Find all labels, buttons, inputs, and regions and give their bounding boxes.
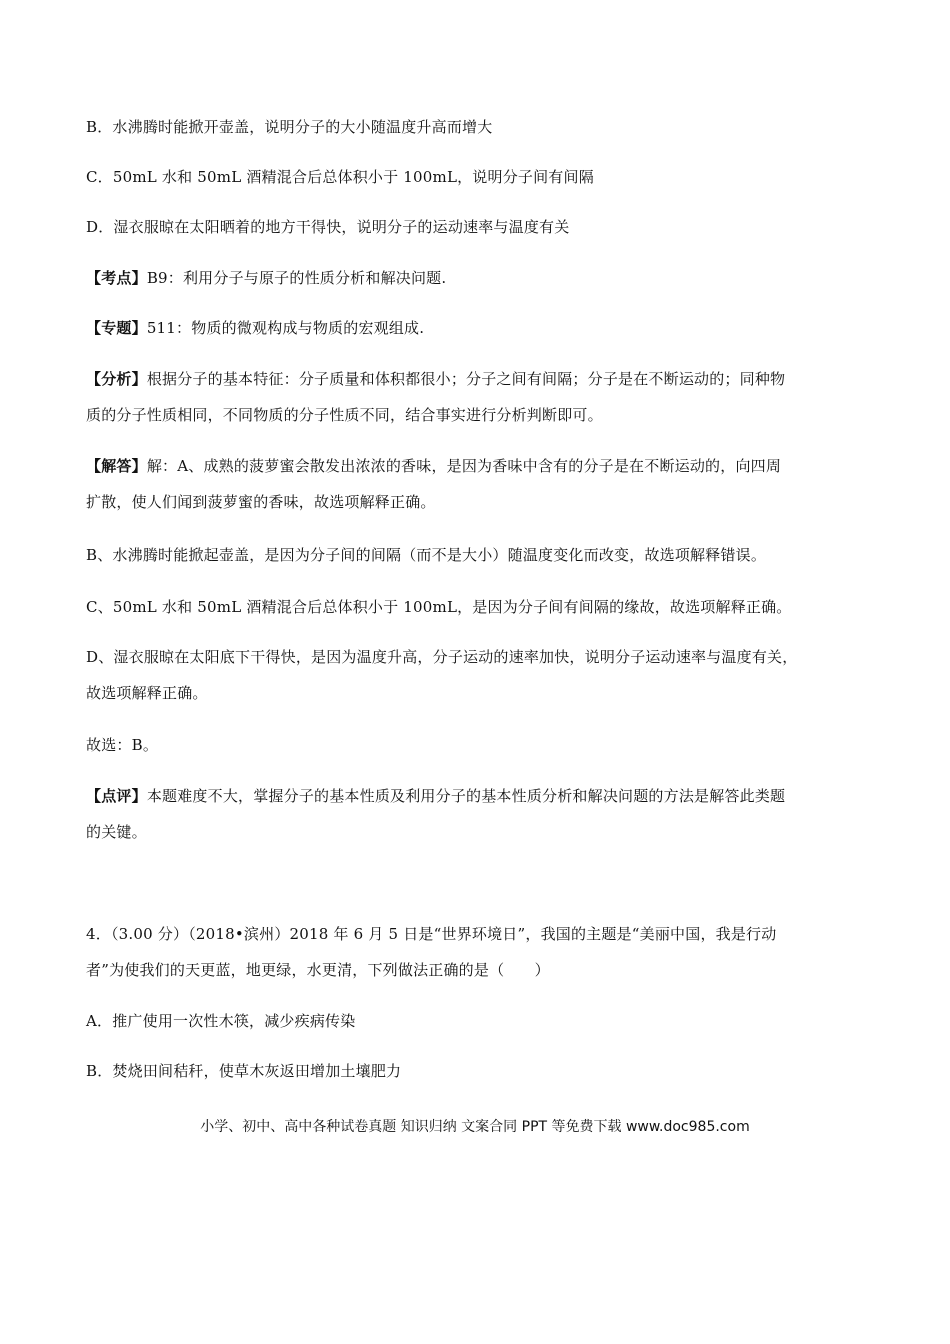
jieda-text-1: 解：A、成熟的菠萝蜜会散发出浓浓的香味，是因为香味中含有的分子是在不断运动的，向四周 xyxy=(146,457,782,475)
fenxi-line-1 xyxy=(86,369,785,389)
dianping-line-2: 的关键。 xyxy=(86,823,147,841)
option-b: B．水沸腾时能掀开壶盖，说明分子的大小随温度升高而增大 xyxy=(86,118,493,136)
question4-line-2: 者”为使我们的天更蓝，地更绿，水更清，下列做法正确的是（ ） xyxy=(86,961,550,979)
jieda-d-2: 故选项解释正确。 xyxy=(86,684,208,702)
zhuanti-line xyxy=(86,318,424,338)
kaodian-line xyxy=(86,268,446,288)
dianping-line-1 xyxy=(86,786,785,806)
dianping-tag: 【点评】 xyxy=(86,787,147,805)
zhuanti-tag: 【专题】 xyxy=(86,319,147,337)
jieda-line-1 xyxy=(86,456,781,476)
fenxi-line-2: 质的分子性质相同，不同物质的分子性质不同，结合事实进行分析判断即可。 xyxy=(86,406,603,424)
page-footer: 小学、初中、高中各种试卷真题 知识归纳 文案合同 PPT 等免费下载 www.doc985.com xyxy=(200,1119,750,1135)
fenxi-tag: 【分析】 xyxy=(86,370,147,388)
jieda-d-1: D、湿衣服晾在太阳底下干得快，是因为温度升高，分子运动的速率加快，说明分子运动速率与温度有关， xyxy=(86,648,798,666)
dianping-text-1: 本题难度不大，掌握分子的基本性质及利用分子的基本性质分析和解决问题的方法是解答此类题 xyxy=(146,787,786,805)
question4-line-1: 4．（3.00 分）（2018•滨州）2018 年 6 月 5 日是“世界环境日”，我国的主题是“美丽中国，我是行动 xyxy=(86,925,777,943)
kaodian-text: B9：利用分子与原子的性质分析和解决问题. xyxy=(146,269,447,287)
option-d: D．湿衣服晾在太阳晒着的地方干得快，说明分子的运动速率与温度有关 xyxy=(86,218,570,236)
jieda-b: B、水沸腾时能掀起壶盖，是因为分子间的间隔（而不是大小）随温度变化而改变，故选项解释错误。 xyxy=(86,546,767,564)
answer-line: 故选：B。 xyxy=(86,736,159,754)
jieda-c: C、50mL 水和 50mL 酒精混合后总体积小于 100mL，是因为分子间有间隔的缘故，故选项解释正确。 xyxy=(86,598,792,616)
jieda-tag: 【解答】 xyxy=(86,457,147,475)
question4-option-b: B．焚烧田间秸秆，使草木灰返田增加土壤肥力 xyxy=(86,1062,402,1080)
option-c: C．50mL 水和 50mL 酒精混合后总体积小于 100mL，说明分子间有间隔 xyxy=(86,168,594,186)
kaodian-tag: 【考点】 xyxy=(86,269,147,287)
question4-option-a: A．推广使用一次性木筷，减少疾病传染 xyxy=(86,1012,356,1030)
zhuanti-text: 511：物质的微观构成与物质的宏观组成. xyxy=(146,319,425,337)
fenxi-text-1: 根据分子的基本特征：分子质量和体积都很小；分子之间有间隔；分子是在不断运动的；同种物 xyxy=(146,370,786,388)
jieda-line-2: 扩散，使人们闻到菠萝蜜的香味，故选项解释正确。 xyxy=(86,493,436,511)
